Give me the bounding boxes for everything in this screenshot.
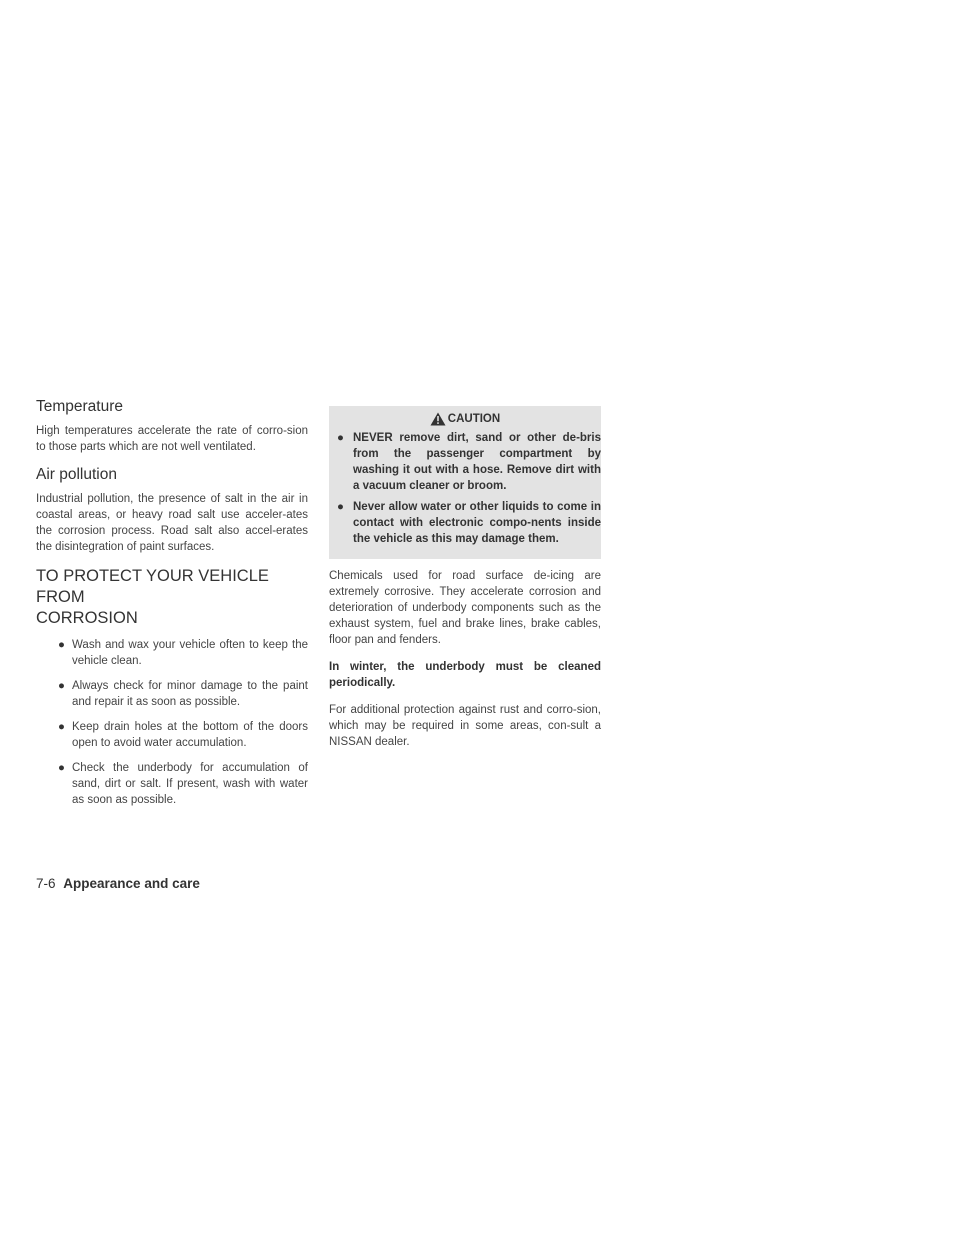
list-item [50, 719, 308, 751]
protect-heading [36, 566, 308, 629]
caution-item-text: NEVER remove dirt, sand or other de-bris from the passenger compartment by washing it out with a hose. Remove dirt with a vacuum cleaner or broom. [353, 432, 601, 492]
list-item-text: Keep drain holes at the bottom of the doors open to avoid water accumulation. [72, 721, 308, 749]
section-title: Appearance and care [63, 876, 200, 891]
bullet-icon: ● [58, 639, 65, 651]
air-pollution-heading: Air pollution [36, 466, 117, 483]
air-pollution-paragraph: Industrial pollution, the presence of salt in the air in coastal areas, or heavy road salt use acceler-ates the corrosion process. Road salt also accel-erates the disintegration of paint surfaces. [36, 493, 308, 553]
bullet-icon: ● [58, 721, 65, 733]
page-number: 7-6 [36, 876, 56, 891]
right-column [329, 406, 601, 761]
caution-item [331, 430, 601, 494]
list-item-text: Check the underbody for accumulation of sand, dirt or salt. If present, wash with water as soon as possible. [72, 762, 308, 806]
temperature-heading: Temperature [36, 398, 124, 415]
caution-item-text: Never allow water or other liquids to come in contact with electronic compo-nents inside the vehicle as this may damage them. [353, 501, 601, 545]
caution-title: CAUTION [447, 413, 501, 425]
additional-protection-paragraph: For additional protection against rust and corro-sion, which may be required in some areas, con-sult a NISSAN dealer. [329, 704, 601, 748]
bullet-icon: ● [337, 432, 344, 444]
bullet-icon: ● [58, 762, 65, 774]
temperature-paragraph: High temperatures accelerate the rate of corro-sion to those parts which are not well ventilated. [36, 425, 308, 453]
warning-triangle-icon [430, 412, 446, 426]
winter-paragraph: In winter, the underbody must be cleaned periodically. [329, 661, 601, 689]
protect-heading-line1: TO PROTECT YOUR VEHICLE FROM [36, 567, 269, 606]
list-item-text: Always check for minor damage to the paint and repair it as soon as possible. [72, 680, 308, 708]
page-footer [36, 876, 200, 891]
left-column [36, 398, 308, 817]
list-item [50, 760, 308, 808]
caution-box [329, 406, 601, 559]
chemicals-paragraph: Chemicals used for road surface de-icing are extremely corrosive. They accelerate corrosion and deterioration of underbody components such as the exhaust system, fuel and brake lines, brake cables, floor pan and fenders. [329, 570, 601, 646]
bullet-icon: ● [58, 680, 65, 692]
caution-list [329, 430, 601, 547]
caution-header [329, 406, 601, 430]
protect-heading-line2: CORROSION [36, 609, 138, 627]
list-item-text: Wash and wax your vehicle often to keep the vehicle clean. [72, 639, 308, 667]
list-item [50, 678, 308, 710]
caution-item [331, 499, 601, 547]
bullet-icon: ● [337, 501, 344, 513]
protect-list [36, 637, 308, 808]
list-item [50, 637, 308, 669]
